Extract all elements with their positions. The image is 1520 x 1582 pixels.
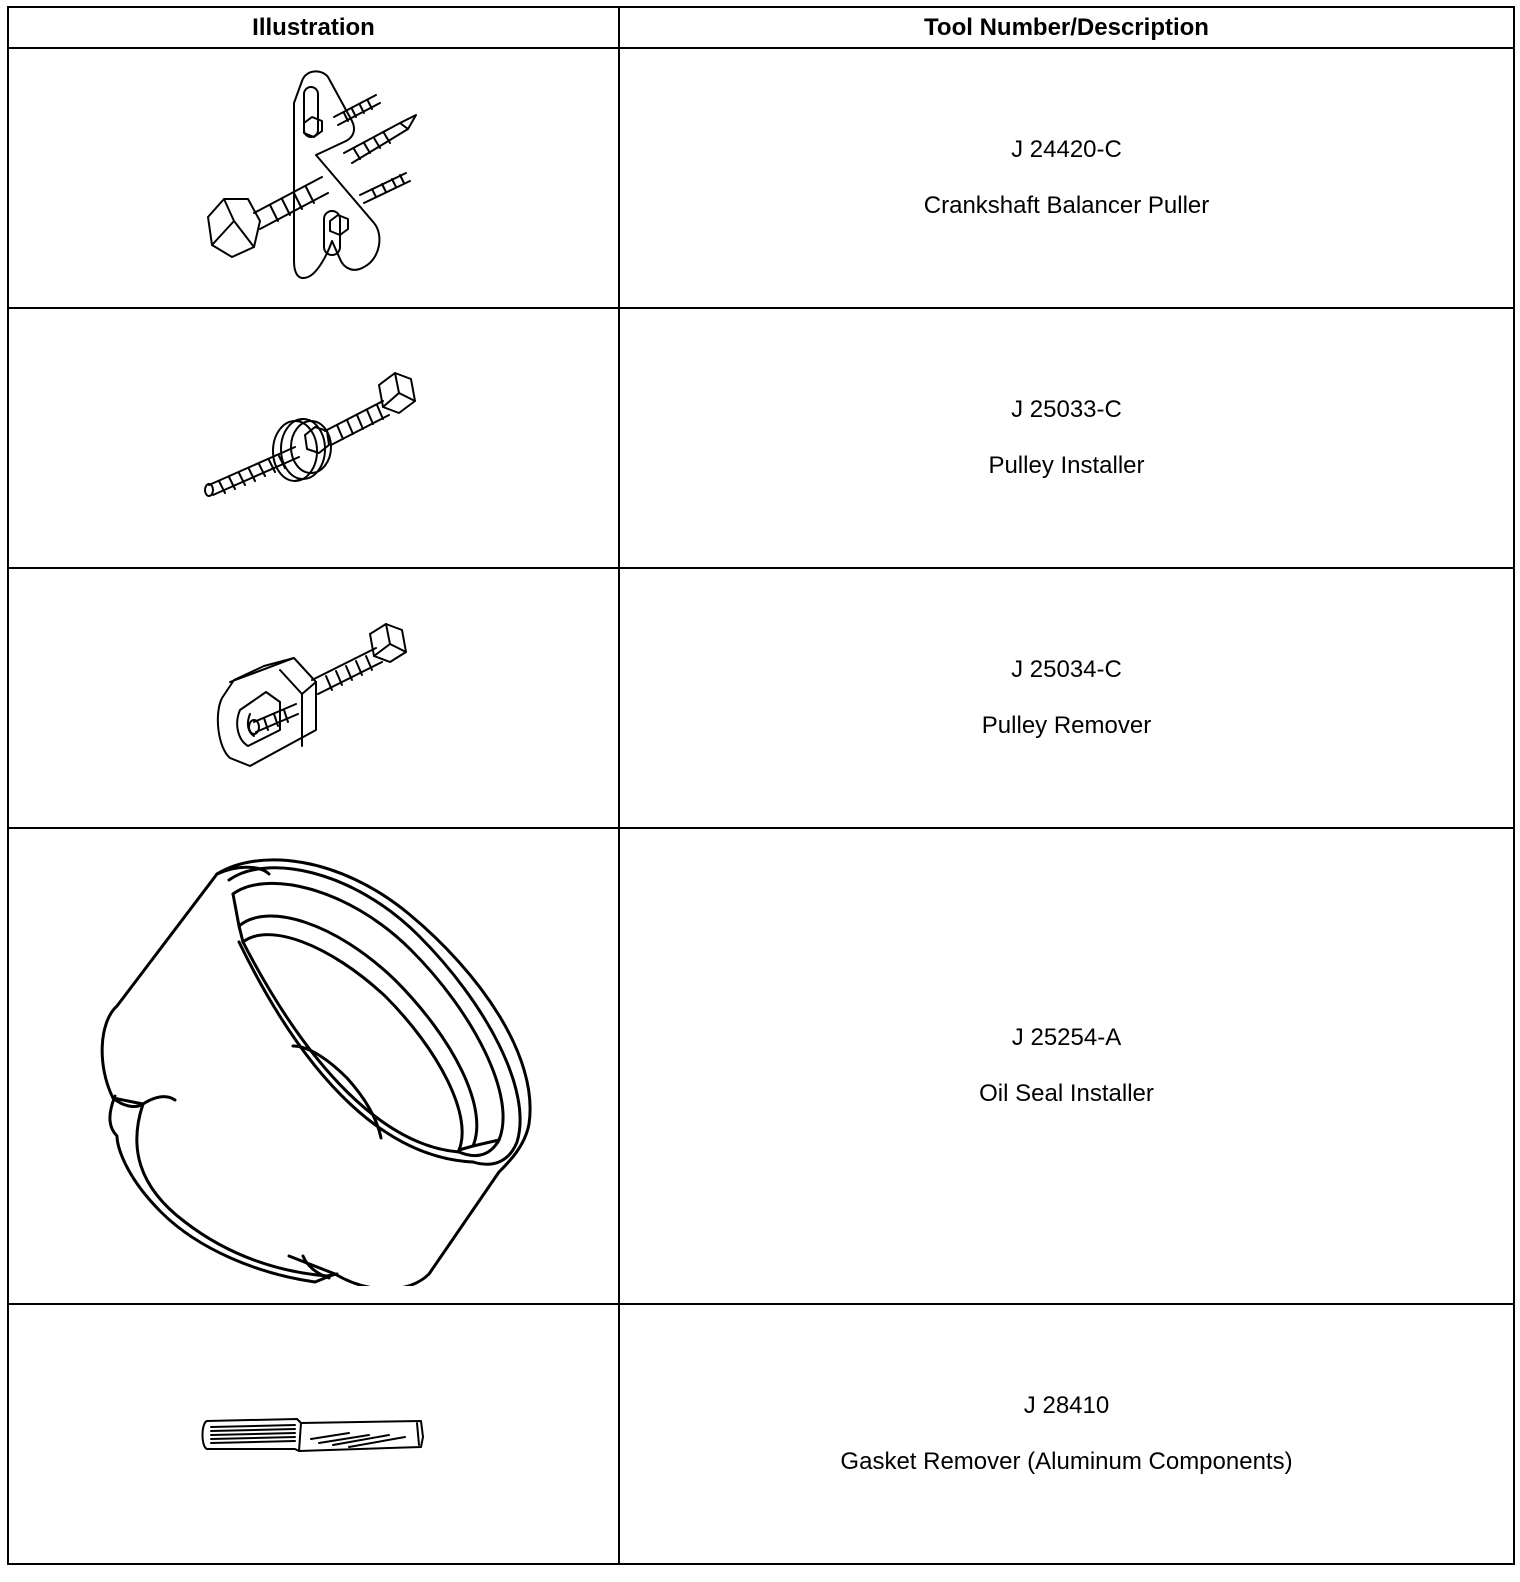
- pulley-installer-icon: [199, 363, 429, 513]
- header-tool-number-description: Tool Number/Description: [619, 7, 1514, 48]
- tool-number: J 25034-C: [1011, 656, 1122, 683]
- crankshaft-balancer-puller-icon: [194, 63, 434, 293]
- table-row: [8, 568, 1514, 828]
- tool-description: Pulley Remover: [981, 712, 1152, 739]
- tool-number: J 25033-C: [1011, 396, 1122, 423]
- tool-description: Gasket Remover (Aluminum Components): [840, 1448, 1293, 1475]
- description-cell: [619, 308, 1514, 568]
- table-row: [8, 828, 1514, 1304]
- tool-description: Pulley Installer: [988, 452, 1145, 479]
- tool-number: J 28410: [1023, 1392, 1110, 1419]
- table-row: [8, 48, 1514, 308]
- tool-description: Oil Seal Installer: [979, 1080, 1154, 1107]
- illustration-cell: [8, 828, 619, 1304]
- tool-number: J 24420-C: [1011, 136, 1122, 163]
- description-cell: [619, 1304, 1514, 1564]
- tool-number: J 25254-A: [1011, 1024, 1122, 1051]
- illustration-cell: [8, 1304, 619, 1564]
- description-cell: [619, 828, 1514, 1304]
- oil-seal-installer-icon: [89, 846, 539, 1286]
- tool-description: Crankshaft Balancer Puller: [923, 192, 1210, 219]
- header-illustration: Illustration: [8, 7, 619, 48]
- illustration-cell: [8, 48, 619, 308]
- description-cell: [619, 48, 1514, 308]
- pulley-remover-icon: [204, 618, 424, 778]
- illustration-cell: [8, 568, 619, 828]
- table-row: [8, 1304, 1514, 1564]
- special-tools-table: [7, 6, 1515, 1565]
- table-header-row: [8, 7, 1514, 48]
- gasket-remover-icon: [199, 1409, 429, 1459]
- table-row: [8, 308, 1514, 568]
- description-cell: [619, 568, 1514, 828]
- illustration-cell: [8, 308, 619, 568]
